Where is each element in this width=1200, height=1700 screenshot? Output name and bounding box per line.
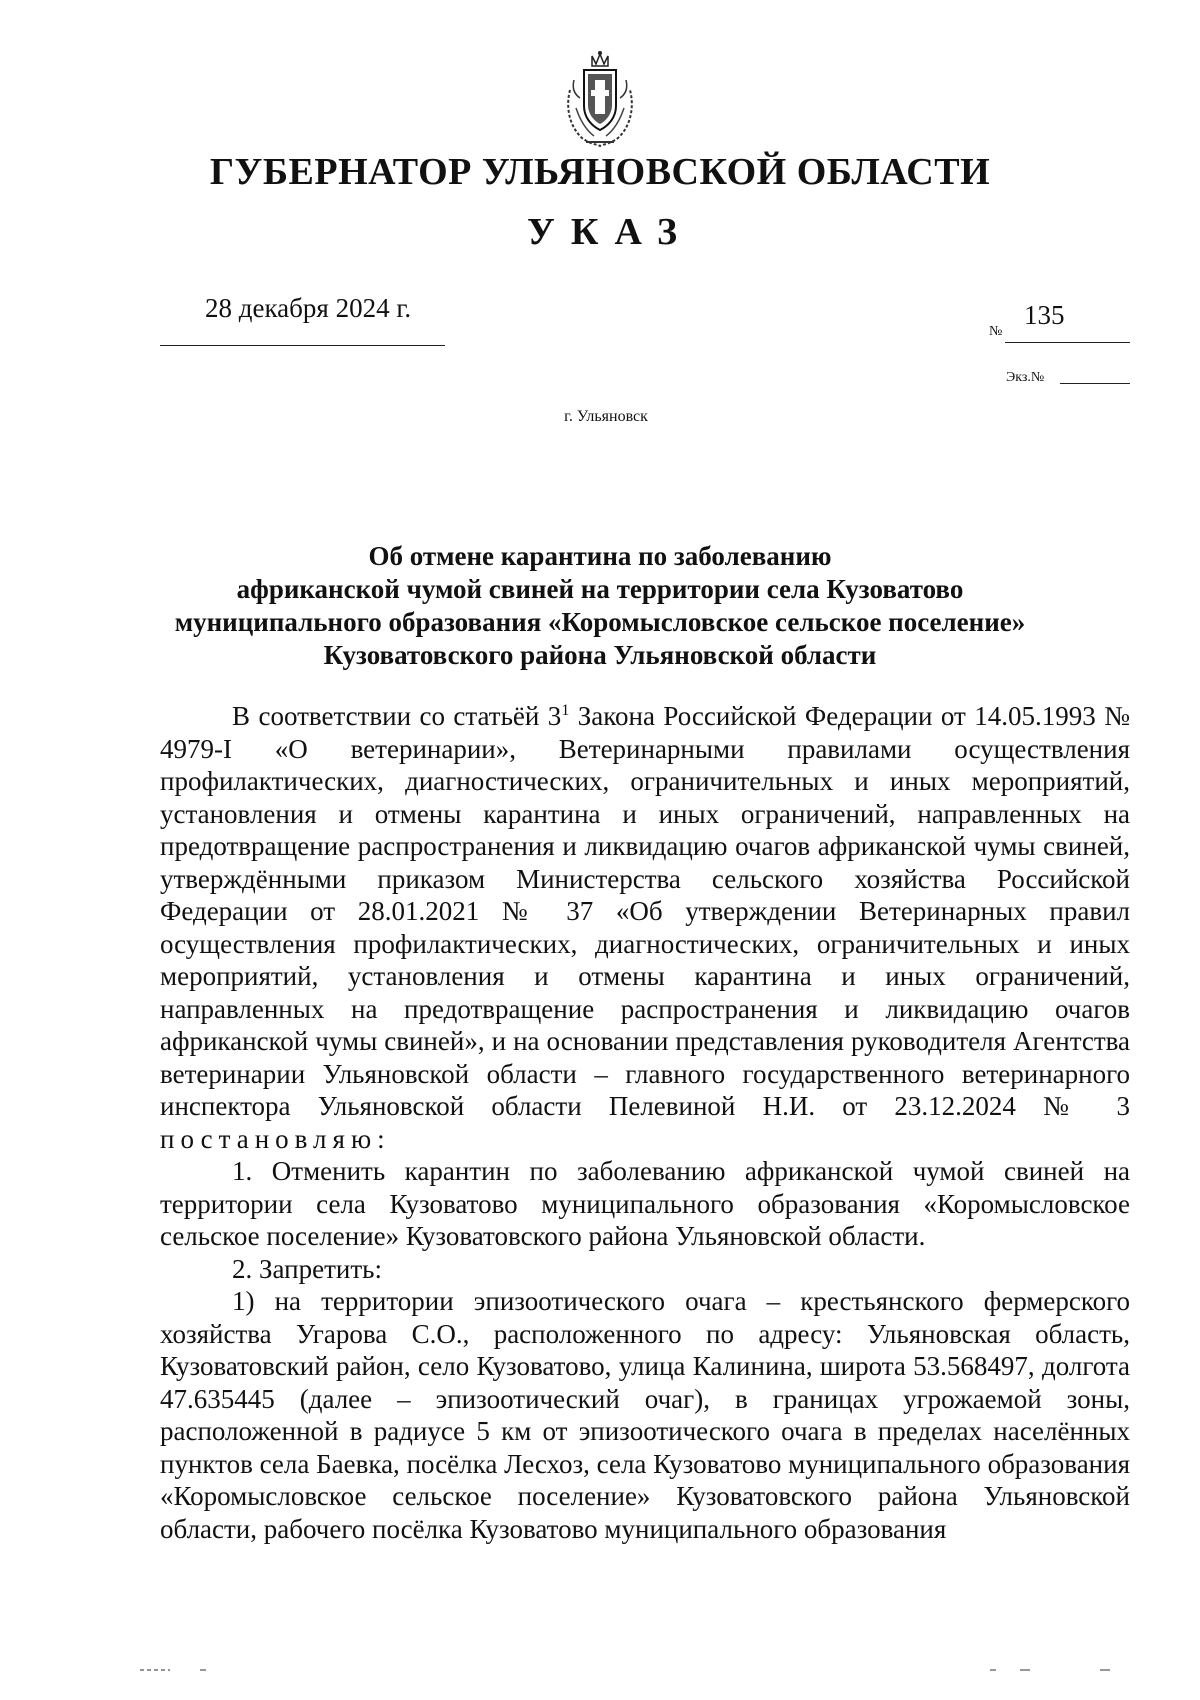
decree-body bbox=[160, 700, 1130, 1545]
issuing-authority: ГУБЕРНАТОР УЛЬЯНОВСКОЙ ОБЛАСТИ bbox=[209, 151, 991, 193]
issuing-city: г. Ульяновск bbox=[564, 408, 648, 425]
item-2-1-paragraph: 1) на территории эпизоотического очага – крестьянского фермерского хозяйства Угарова С.О., расположенного по адресу: Ульяновская область, Кузоватовский район, село Кузоватово, улица Калинина, широта 53.568497, долгота 47.635445 (далее – эпизоотический очаг), в границах угрожаемой зоны, расположенной в радиусе 5 км от эпизоотического очага в пределах населённых пунктов села Баевка, посёлка Лесхоз, села Кузоватово муниципального образования «Коромысловское сельское поселение» Кузоватовского района Ульяновской области, рабочего посёлка Кузоватово муниципального образования bbox=[160, 1286, 1130, 1544]
title-line: африканской чумой свиней на территории села Кузоватово bbox=[236, 574, 964, 604]
number-label: № bbox=[989, 324, 1003, 339]
document-date: 28 декабря 2024 г. bbox=[205, 293, 412, 323]
item-1-paragraph: 1. Отменить карантин по заболеванию африканской чумой свиней на территории села Кузоватово муниципального образования «Коромысловское сельское поселение» Кузоватовского района Ульяновской области. bbox=[160, 1156, 1130, 1251]
preamble-text: Закона Российской Федерации от 14.05.1993 № 4979-I «О ветеринарии», Ветеринарными правилами осуществления профилактических, диагностических, ограничительных и иных мероприятий, установления и отмены карантина и иных ограничений, направленных на предотвращение распространения и ликвидацию очагов африканской чумы свиней, утверждёнными приказом Министерства сельского хозяйства Российской Федерации от 28.01.2021 № 37 «Об утверждении Ветеринарных правил осуществления профилактических, диагностических, ограничительных и иных мероприятий, установления и отмены карантина и иных ограничений, направленных на предотвращение распространения и ликвидацию очагов африканской чумы свиней», и на основании представления руководителя Агентства ветеринарии Ульяновской области – главного государственного ветеринарного инспектора Ульяновской области Пелевиной Н.И. от 23.12.2024 № 3 bbox=[160, 701, 1130, 1121]
coat-of-arms-icon bbox=[562, 50, 638, 148]
decree-title bbox=[0, 540, 1200, 672]
title-line: Кузоватовского района Ульяновской области bbox=[323, 640, 877, 670]
title-line: муниципального образования «Коромысловское сельское поселение» bbox=[174, 607, 1026, 637]
preamble-paragraph bbox=[160, 700, 1130, 1155]
article-superscript: 1 bbox=[561, 702, 570, 719]
preamble-start: В соответствии со статьёй 3 bbox=[232, 701, 562, 731]
item-2-paragraph: 2. Запретить: bbox=[232, 1253, 382, 1284]
title-line: Об отмене карантина по заболеванию bbox=[368, 541, 832, 571]
decree-operative-word: постановляю: bbox=[160, 1123, 391, 1154]
number-underline bbox=[1005, 342, 1130, 343]
copy-number-underline bbox=[1060, 383, 1130, 384]
copy-number-label: Экз.№ bbox=[1006, 370, 1045, 385]
document-type: УКАЗ bbox=[527, 211, 693, 253]
document-number: 135 bbox=[1024, 300, 1065, 330]
date-underline bbox=[160, 345, 445, 346]
scan-artifact-marks bbox=[140, 1668, 1120, 1672]
